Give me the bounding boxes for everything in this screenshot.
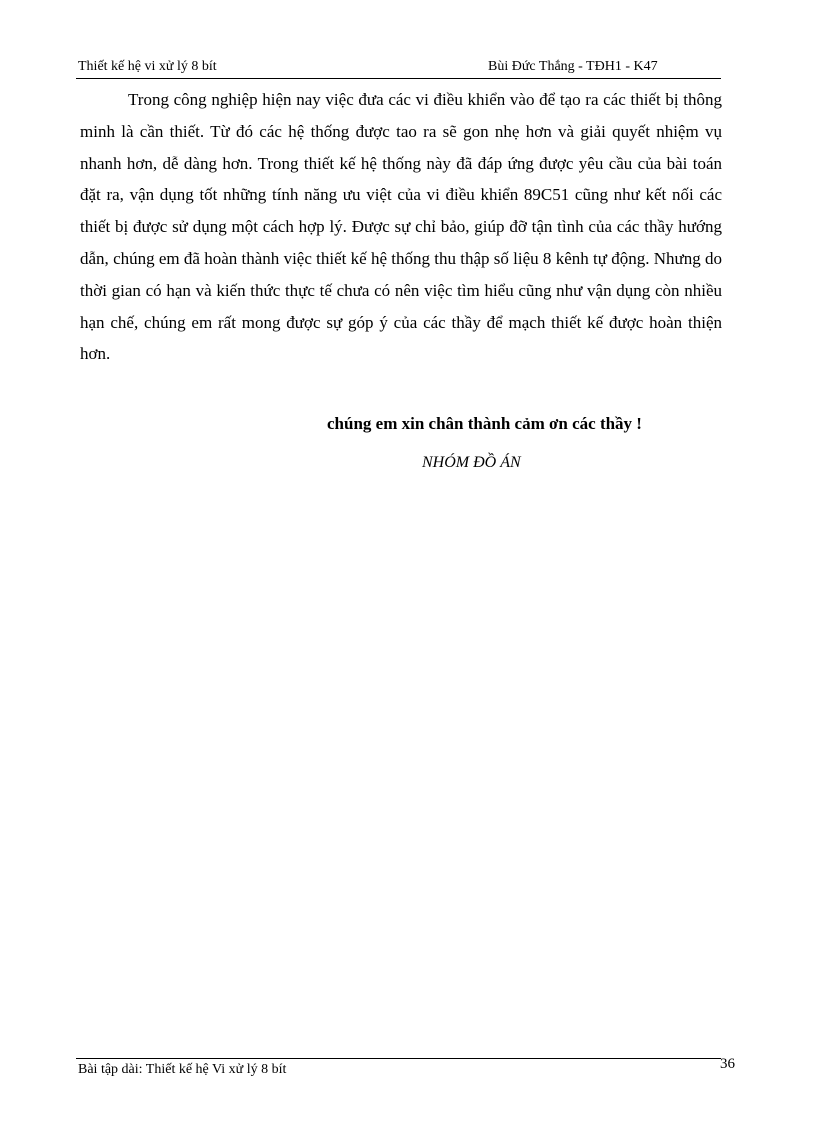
signature-group: NHÓM ĐỒ ÁN: [422, 454, 521, 471]
page-footer: [76, 1056, 735, 1079]
conclusion-paragraph: Trong công nghiệp hiện nay việc đưa các vi điều khiển vào để tạo ra các thiết bị thông minh là cần thiết. Từ đó các hệ thống được tao ra sẽ gon nhẹ hơn và giải quyết nhiệm vụ nhanh hơn, dễ dàng hơn. Trong thiết kế hệ thống này đã đáp ứng được yêu cầu của bài toán đặt ra, vận dụng tốt những tính năng ưu việt của vi điều khiển 89C51 cũng như kết nối các thiết bị được sử dụng một cách hợp lý. Được sự chỉ bảo, giúp đỡ tận tình của các thầy hướng dẫn, chúng em đã hoàn thành việc thiết kế hệ thống thu thập số liệu 8 kênh tự động. Nhưng do thời gian có hạn và kiến thức thực tế chưa có nên việc tìm hiểu cũng như vận dụng còn nhiều hạn chế, chúng em rất mong được sự góp ý của các thầy để mạch thiết kế được hoàn thiện hơn.: [80, 90, 722, 364]
page-header: [76, 58, 721, 79]
header-author: Bùi Đức Thắng - TĐH1 - K47: [488, 59, 658, 74]
closing-thanks: chúng em xin chân thành cảm ơn các thầy !: [327, 414, 642, 433]
page-number: 36: [720, 1056, 735, 1072]
header-document-title: Thiết kế hệ vi xử lý 8 bít: [78, 59, 217, 74]
footer-course-title: Bài tập dài: Thiết kế hệ Vi xử lý 8 bít: [78, 1062, 287, 1077]
